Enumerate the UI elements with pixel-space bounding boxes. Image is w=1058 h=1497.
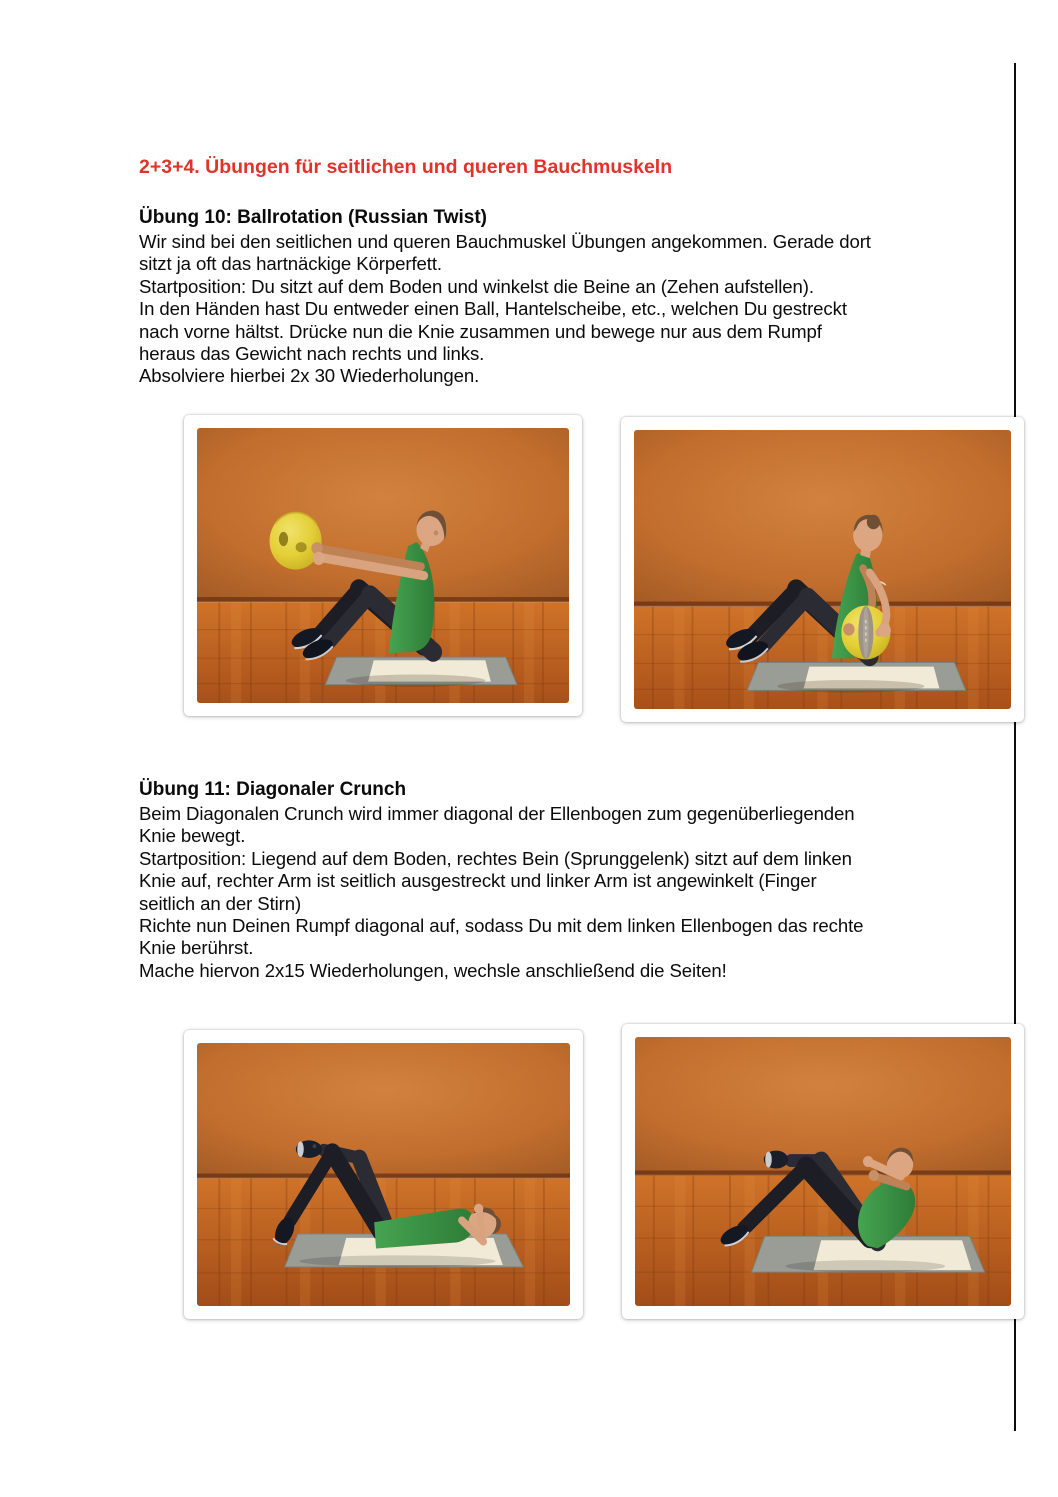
text-line: Beim Diagonalen Crunch wird immer diagonal der Ellenbogen zum gegenüberliegenden	[139, 803, 855, 824]
text-line: Knie berührst.	[139, 937, 254, 959]
text-line: Startposition: Liegend auf dem Boden, rechtes Bein (Sprunggelenk) sitzt auf dem linken	[139, 847, 852, 869]
exercise-photo-illustration	[634, 430, 1011, 709]
photo-diagonal-crunch-up	[622, 1024, 1024, 1319]
wall	[634, 430, 1011, 607]
text-line: heraus das Gewicht nach rechts und links.	[139, 343, 485, 365]
text-line: sitzt ja oft das hartnäckige Körperfett.	[139, 253, 442, 275]
exercise-photo-illustration	[635, 1037, 1011, 1306]
text-line: Wir sind bei den seitlichen und queren Bauchmuskel Übungen angekommen. Gerade dort	[139, 231, 871, 252]
photo-image	[634, 430, 1011, 709]
text-line: Absolviere hierbei 2x 30 Wiederholungen.	[139, 365, 480, 387]
shoe-sole-crossed	[296, 1140, 322, 1158]
text-line: seitlich an der Stirn)	[139, 892, 302, 914]
photo-russian-twist-start	[184, 415, 582, 716]
shoe-sole-crossed	[764, 1151, 788, 1169]
text-line: In den Händen hast Du entweder einen Ball, Hantelscheibe, etc., welchen Du gestreckt	[139, 298, 847, 320]
photo-image	[197, 428, 569, 703]
text-line: Knie auf, rechter Arm ist seitlich ausgestreckt und linker Arm ist angewinkelt (Finger	[139, 870, 817, 892]
photo-diagonal-crunch-start	[184, 1030, 583, 1319]
wall	[197, 428, 569, 602]
photo-russian-twist-rotation	[621, 417, 1024, 722]
exercise-11-title: Übung 11: Diagonaler Crunch	[139, 779, 407, 800]
text-line: Knie bewegt.	[139, 825, 246, 847]
photo-image	[197, 1043, 570, 1306]
exercise-10-title: Übung 10: Ballrotation (Russian Twist)	[139, 207, 487, 228]
text-line: Richte nun Deinen Rumpf diagonal auf, sodass Du mit dem linken Ellenbogen das rechte	[139, 915, 864, 937]
text-line: Mache hiervon 2x15 Wiederholungen, wechsle anschließend die Seiten!	[139, 959, 727, 981]
exercise-photo-illustration	[197, 1043, 570, 1306]
exercise-11-section	[139, 776, 863, 982]
main-heading: 2+3+4. Übungen für seitlichen und queren Bauchmuskeln	[139, 156, 673, 178]
photo-image	[635, 1037, 1011, 1306]
text-line: nach vorne hältst. Drücke nun die Knie zusammen und bewege nur aus dem Rumpf	[139, 320, 822, 342]
exercise-photo-illustration	[197, 428, 569, 703]
text-line: Startposition: Du sitzt auf dem Boden und winkelst die Beine an (Zehen aufstellen).	[139, 275, 814, 297]
wall	[197, 1043, 570, 1178]
exercise-10-section	[139, 204, 871, 388]
